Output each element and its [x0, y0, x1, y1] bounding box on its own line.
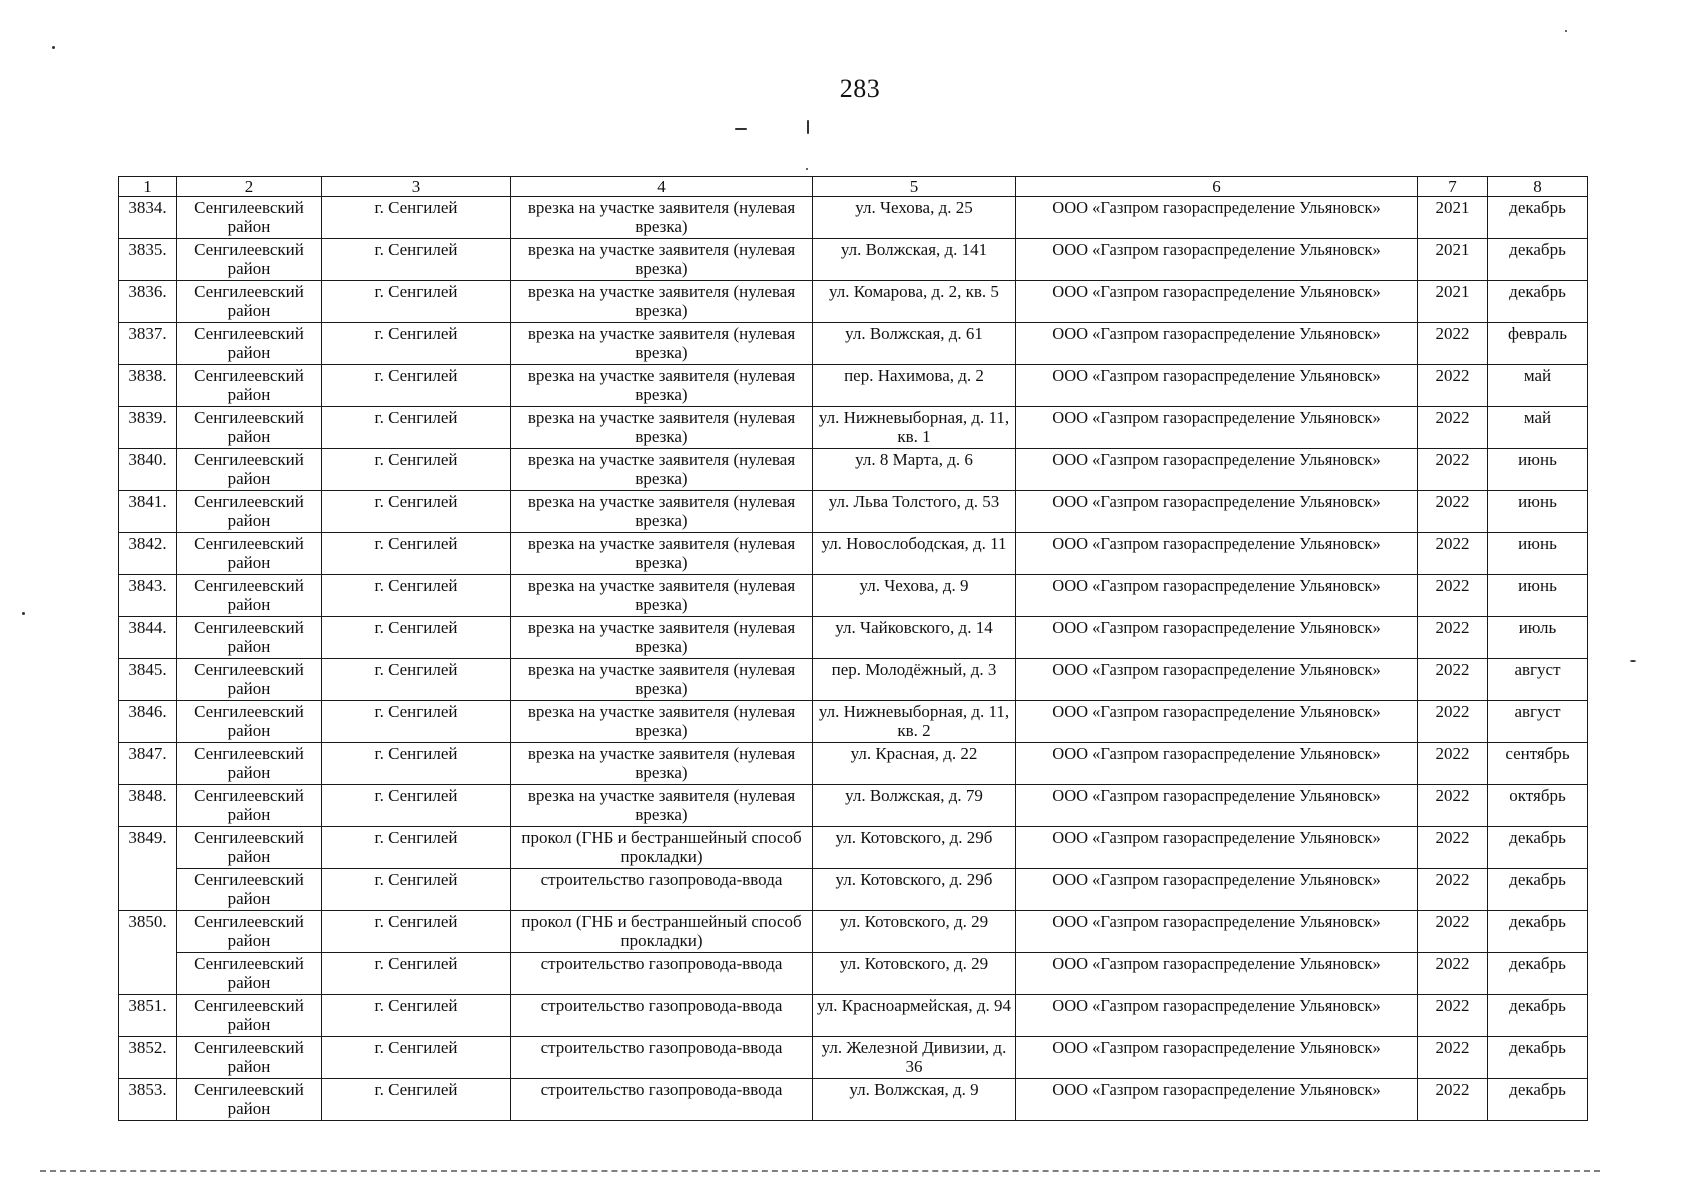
table-row: [119, 995, 1588, 1037]
work-type-cell: врезка на участке заявителя (нулевая врезка): [511, 785, 813, 827]
scan-speck: [735, 128, 747, 130]
month-cell: декабрь: [1488, 995, 1588, 1037]
row-number: 3847.: [119, 743, 177, 785]
work-type-cell: строительство газопровода-ввода: [511, 1079, 813, 1121]
scan-speck: [806, 168, 808, 170]
column-header: 8: [1488, 177, 1588, 197]
work-type-cell: врезка на участке заявителя (нулевая врезка): [511, 617, 813, 659]
row-number: 3838.: [119, 365, 177, 407]
month-cell: сентябрь: [1488, 743, 1588, 785]
month-cell: декабрь: [1488, 1079, 1588, 1121]
month-cell: август: [1488, 701, 1588, 743]
table-row: [119, 701, 1588, 743]
district-cell: Сенгилеевский район: [177, 533, 322, 575]
settlement-cell: г. Сенгилей: [322, 827, 511, 869]
address-cell: ул. Нижневыборная, д. 11, кв. 2: [813, 701, 1016, 743]
organization-cell: ООО «Газпром газораспределение Ульяновск»: [1016, 701, 1418, 743]
scan-speck: [1565, 30, 1567, 32]
organization-cell: ООО «Газпром газораспределение Ульяновск»: [1016, 617, 1418, 659]
settlement-cell: г. Сенгилей: [322, 323, 511, 365]
row-number: 3839.: [119, 407, 177, 449]
settlement-cell: г. Сенгилей: [322, 365, 511, 407]
address-cell: ул. Красная, д. 22: [813, 743, 1016, 785]
district-cell: Сенгилеевский район: [177, 701, 322, 743]
address-cell: пер. Нахимова, д. 2: [813, 365, 1016, 407]
year-cell: 2022: [1418, 575, 1488, 617]
settlement-cell: г. Сенгилей: [322, 449, 511, 491]
organization-cell: ООО «Газпром газораспределение Ульяновск»: [1016, 869, 1418, 911]
address-cell: пер. Молодёжный, д. 3: [813, 659, 1016, 701]
settlement-cell: г. Сенгилей: [322, 575, 511, 617]
district-cell: Сенгилеевский район: [177, 953, 322, 995]
address-cell: ул. Котовского, д. 29: [813, 953, 1016, 995]
address-cell: ул. Красноармейская, д. 94: [813, 995, 1016, 1037]
year-cell: 2021: [1418, 197, 1488, 239]
row-number: 3848.: [119, 785, 177, 827]
column-header: 6: [1016, 177, 1418, 197]
month-cell: декабрь: [1488, 1037, 1588, 1079]
organization-cell: ООО «Газпром газораспределение Ульяновск»: [1016, 533, 1418, 575]
table-row: [119, 785, 1588, 827]
row-number: 3850.: [119, 911, 177, 995]
year-cell: 2022: [1418, 449, 1488, 491]
row-number: 3851.: [119, 995, 177, 1037]
work-type-cell: строительство газопровода-ввода: [511, 1037, 813, 1079]
table-row: [119, 533, 1588, 575]
table-row: [119, 617, 1588, 659]
work-type-cell: врезка на участке заявителя (нулевая врезка): [511, 197, 813, 239]
table-row: [119, 575, 1588, 617]
organization-cell: ООО «Газпром газораспределение Ульяновск»: [1016, 491, 1418, 533]
column-header: 5: [813, 177, 1016, 197]
table-row: [119, 1079, 1588, 1121]
work-type-cell: врезка на участке заявителя (нулевая врезка): [511, 239, 813, 281]
work-type-cell: врезка на участке заявителя (нулевая врезка): [511, 743, 813, 785]
organization-cell: ООО «Газпром газораспределение Ульяновск»: [1016, 1079, 1418, 1121]
year-cell: 2022: [1418, 1037, 1488, 1079]
table-row: [119, 407, 1588, 449]
settlement-cell: г. Сенгилей: [322, 995, 511, 1037]
settlement-cell: г. Сенгилей: [322, 659, 511, 701]
table-row: [119, 449, 1588, 491]
year-cell: 2022: [1418, 953, 1488, 995]
organization-cell: ООО «Газпром газораспределение Ульяновск»: [1016, 785, 1418, 827]
organization-cell: ООО «Газпром газораспределение Ульяновск»: [1016, 575, 1418, 617]
year-cell: 2022: [1418, 491, 1488, 533]
year-cell: 2022: [1418, 827, 1488, 869]
year-cell: 2022: [1418, 407, 1488, 449]
settlement-cell: г. Сенгилей: [322, 785, 511, 827]
row-number: 3834.: [119, 197, 177, 239]
row-number: 3835.: [119, 239, 177, 281]
address-cell: ул. Котовского, д. 29б: [813, 827, 1016, 869]
table-row: [119, 323, 1588, 365]
district-cell: Сенгилеевский район: [177, 995, 322, 1037]
month-cell: июнь: [1488, 575, 1588, 617]
row-number: 3841.: [119, 491, 177, 533]
column-header: 1: [119, 177, 177, 197]
address-cell: ул. Нижневыборная, д. 11, кв. 1: [813, 407, 1016, 449]
settlement-cell: г. Сенгилей: [322, 911, 511, 953]
page-number: 283: [839, 74, 881, 103]
year-cell: 2022: [1418, 995, 1488, 1037]
district-cell: Сенгилеевский район: [177, 323, 322, 365]
address-cell: ул. 8 Марта, д. 6: [813, 449, 1016, 491]
address-cell: ул. Волжская, д. 61: [813, 323, 1016, 365]
work-type-cell: строительство газопровода-ввода: [511, 953, 813, 995]
settlement-cell: г. Сенгилей: [322, 407, 511, 449]
district-cell: Сенгилеевский район: [177, 743, 322, 785]
address-cell: ул. Чайковского, д. 14: [813, 617, 1016, 659]
year-cell: 2022: [1418, 659, 1488, 701]
table-row: [119, 911, 1588, 953]
organization-cell: ООО «Газпром газораспределение Ульяновск»: [1016, 743, 1418, 785]
month-cell: декабрь: [1488, 197, 1588, 239]
row-number: 3853.: [119, 1079, 177, 1121]
table-row: [119, 281, 1588, 323]
month-cell: октябрь: [1488, 785, 1588, 827]
row-number: 3840.: [119, 449, 177, 491]
organization-cell: ООО «Газпром газораспределение Ульяновск»: [1016, 1037, 1418, 1079]
row-number: 3844.: [119, 617, 177, 659]
table-row: [119, 869, 1588, 911]
column-header: 2: [177, 177, 322, 197]
organization-cell: ООО «Газпром газораспределение Ульяновск»: [1016, 197, 1418, 239]
settlement-cell: г. Сенгилей: [322, 197, 511, 239]
month-cell: декабрь: [1488, 281, 1588, 323]
table-row: [119, 953, 1588, 995]
month-cell: май: [1488, 407, 1588, 449]
scan-speck: [22, 612, 25, 615]
work-type-cell: врезка на участке заявителя (нулевая врезка): [511, 407, 813, 449]
year-cell: 2022: [1418, 617, 1488, 659]
work-type-cell: врезка на участке заявителя (нулевая врезка): [511, 533, 813, 575]
scan-speck: [52, 46, 55, 49]
district-cell: Сенгилеевский район: [177, 827, 322, 869]
district-cell: Сенгилеевский район: [177, 449, 322, 491]
district-cell: Сенгилеевский район: [177, 575, 322, 617]
column-header: 3: [322, 177, 511, 197]
scan-speck: [1630, 660, 1636, 662]
organization-cell: ООО «Газпром газораспределение Ульяновск»: [1016, 827, 1418, 869]
table-row: [119, 365, 1588, 407]
month-cell: декабрь: [1488, 911, 1588, 953]
table-row: [119, 743, 1588, 785]
address-cell: ул. Волжская, д. 9: [813, 1079, 1016, 1121]
month-cell: май: [1488, 365, 1588, 407]
district-cell: Сенгилеевский район: [177, 659, 322, 701]
organization-cell: ООО «Газпром газораспределение Ульяновск»: [1016, 953, 1418, 995]
district-cell: Сенгилеевский район: [177, 911, 322, 953]
settlement-cell: г. Сенгилей: [322, 743, 511, 785]
column-header: 7: [1418, 177, 1488, 197]
year-cell: 2021: [1418, 239, 1488, 281]
scan-speck: [807, 120, 809, 134]
district-cell: Сенгилеевский район: [177, 1037, 322, 1079]
address-cell: ул. Новослободская, д. 11: [813, 533, 1016, 575]
month-cell: февраль: [1488, 323, 1588, 365]
address-cell: ул. Железной Дивизии, д. 36: [813, 1037, 1016, 1079]
organization-cell: ООО «Газпром газораспределение Ульяновск»: [1016, 239, 1418, 281]
district-cell: Сенгилеевский район: [177, 281, 322, 323]
register-table: [118, 176, 1588, 1121]
month-cell: декабрь: [1488, 953, 1588, 995]
row-number: 3842.: [119, 533, 177, 575]
settlement-cell: г. Сенгилей: [322, 869, 511, 911]
month-cell: август: [1488, 659, 1588, 701]
settlement-cell: г. Сенгилей: [322, 953, 511, 995]
year-cell: 2022: [1418, 533, 1488, 575]
settlement-cell: г. Сенгилей: [322, 1037, 511, 1079]
work-type-cell: строительство газопровода-ввода: [511, 869, 813, 911]
settlement-cell: г. Сенгилей: [322, 1079, 511, 1121]
organization-cell: ООО «Газпром газораспределение Ульяновск»: [1016, 323, 1418, 365]
address-cell: ул. Котовского, д. 29: [813, 911, 1016, 953]
table-row: [119, 1037, 1588, 1079]
year-cell: 2022: [1418, 1079, 1488, 1121]
table-row: [119, 827, 1588, 869]
address-cell: ул. Чехова, д. 9: [813, 575, 1016, 617]
organization-cell: ООО «Газпром газораспределение Ульяновск»: [1016, 911, 1418, 953]
year-cell: 2022: [1418, 743, 1488, 785]
address-cell: ул. Волжская, д. 141: [813, 239, 1016, 281]
year-cell: 2022: [1418, 323, 1488, 365]
year-cell: 2021: [1418, 281, 1488, 323]
settlement-cell: г. Сенгилей: [322, 281, 511, 323]
address-cell: ул. Чехова, д. 25: [813, 197, 1016, 239]
month-cell: июнь: [1488, 449, 1588, 491]
district-cell: Сенгилеевский район: [177, 869, 322, 911]
month-cell: декабрь: [1488, 869, 1588, 911]
settlement-cell: г. Сенгилей: [322, 617, 511, 659]
work-type-cell: прокол (ГНБ и бестраншейный способ прокладки): [511, 911, 813, 953]
table-row: [119, 239, 1588, 281]
work-type-cell: врезка на участке заявителя (нулевая врезка): [511, 449, 813, 491]
organization-cell: ООО «Газпром газораспределение Ульяновск»: [1016, 281, 1418, 323]
district-cell: Сенгилеевский район: [177, 365, 322, 407]
work-type-cell: врезка на участке заявителя (нулевая врезка): [511, 701, 813, 743]
work-type-cell: врезка на участке заявителя (нулевая врезка): [511, 575, 813, 617]
work-type-cell: врезка на участке заявителя (нулевая врезка): [511, 323, 813, 365]
table-row: [119, 197, 1588, 239]
organization-cell: ООО «Газпром газораспределение Ульяновск»: [1016, 659, 1418, 701]
year-cell: 2022: [1418, 365, 1488, 407]
month-cell: июнь: [1488, 533, 1588, 575]
organization-cell: ООО «Газпром газораспределение Ульяновск»: [1016, 995, 1418, 1037]
district-cell: Сенгилеевский район: [177, 617, 322, 659]
district-cell: Сенгилеевский район: [177, 239, 322, 281]
year-cell: 2022: [1418, 701, 1488, 743]
organization-cell: ООО «Газпром газораспределение Ульяновск»: [1016, 407, 1418, 449]
month-cell: июнь: [1488, 491, 1588, 533]
address-cell: ул. Комарова, д. 2, кв. 5: [813, 281, 1016, 323]
row-number: 3843.: [119, 575, 177, 617]
address-cell: ул. Котовского, д. 29б: [813, 869, 1016, 911]
work-type-cell: врезка на участке заявителя (нулевая врезка): [511, 659, 813, 701]
row-number: 3836.: [119, 281, 177, 323]
month-cell: декабрь: [1488, 239, 1588, 281]
row-number: 3849.: [119, 827, 177, 911]
table-row: [119, 659, 1588, 701]
work-type-cell: прокол (ГНБ и бестраншейный способ прокладки): [511, 827, 813, 869]
row-number: 3852.: [119, 1037, 177, 1079]
row-number: 3846.: [119, 701, 177, 743]
work-type-cell: строительство газопровода-ввода: [511, 995, 813, 1037]
address-cell: ул. Волжская, д. 79: [813, 785, 1016, 827]
month-cell: июль: [1488, 617, 1588, 659]
work-type-cell: врезка на участке заявителя (нулевая врезка): [511, 365, 813, 407]
row-number: 3845.: [119, 659, 177, 701]
settlement-cell: г. Сенгилей: [322, 239, 511, 281]
settlement-cell: г. Сенгилей: [322, 701, 511, 743]
work-type-cell: врезка на участке заявителя (нулевая врезка): [511, 491, 813, 533]
column-number-row: [119, 177, 1588, 197]
district-cell: Сенгилеевский район: [177, 197, 322, 239]
column-header: 4: [511, 177, 813, 197]
row-number: 3837.: [119, 323, 177, 365]
district-cell: Сенгилеевский район: [177, 491, 322, 533]
year-cell: 2022: [1418, 911, 1488, 953]
register-body: [119, 197, 1588, 1121]
year-cell: 2022: [1418, 785, 1488, 827]
address-cell: ул. Льва Толстого, д. 53: [813, 491, 1016, 533]
organization-cell: ООО «Газпром газораспределение Ульяновск»: [1016, 449, 1418, 491]
district-cell: Сенгилеевский район: [177, 1079, 322, 1121]
month-cell: декабрь: [1488, 827, 1588, 869]
district-cell: Сенгилеевский район: [177, 407, 322, 449]
year-cell: 2022: [1418, 869, 1488, 911]
district-cell: Сенгилеевский район: [177, 785, 322, 827]
table-row: [119, 491, 1588, 533]
settlement-cell: г. Сенгилей: [322, 533, 511, 575]
work-type-cell: врезка на участке заявителя (нулевая врезка): [511, 281, 813, 323]
scan-edge-line: [40, 1170, 1600, 1172]
settlement-cell: г. Сенгилей: [322, 491, 511, 533]
organization-cell: ООО «Газпром газораспределение Ульяновск»: [1016, 365, 1418, 407]
